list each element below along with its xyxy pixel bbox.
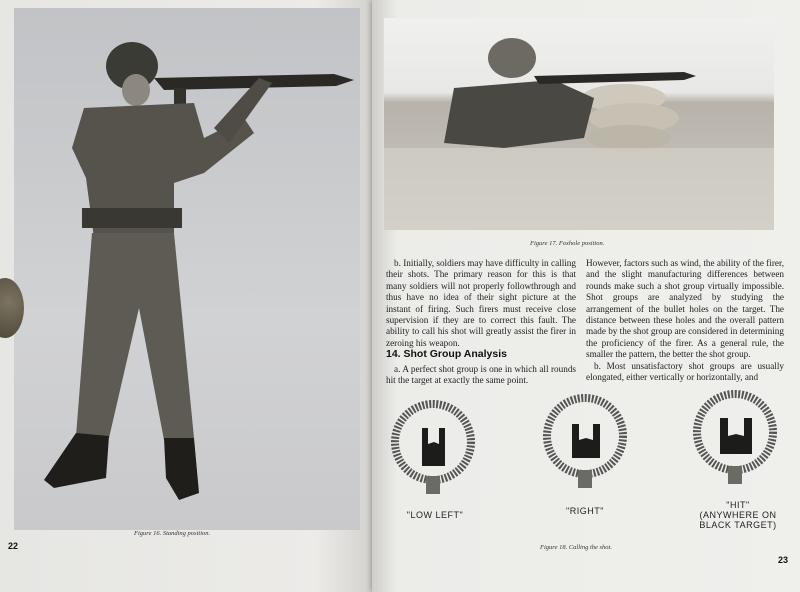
paragraph-b-unsatisfactory-groups: b. Most unsatisfactory shot groups are usually elongated, either vertically or horizontally, and [586, 360, 784, 383]
target-label-hit-sub: (ANYWHERE ON BLACK TARGET) [699, 510, 777, 530]
paragraph-a-perfect-shot-group: a. A perfect shot group is one in which all rounds hit the target at exactly the same point. [386, 364, 576, 386]
standing-soldier-illustration [14, 8, 360, 530]
paragraph-b-calling-shots: b. Initially, soldiers may have difficulty in calling their shots. The primary reason for this is that many soldiers will not properly followthrough and thus have no idea of their sight picture at the instant of firing. Such firers must receive close supervision if they are to correct this fault. The ability to call his shot will greatly assist the firer in zeroing his weapon. [386, 258, 576, 348]
right-page [372, 0, 800, 592]
target-label-low-left: "LOW LEFT" [406, 510, 464, 520]
figure-17-caption: Figure 17. Foxhole position. [530, 240, 605, 247]
target-hit [692, 388, 778, 488]
right-text-column [586, 258, 784, 383]
page-number-left: 22 [8, 541, 19, 551]
left-page [0, 0, 372, 592]
target-label-hit-main: "HIT" [726, 500, 750, 510]
figure-16-caption: Figure 16. Standing position. [134, 530, 211, 537]
section-heading-shot-group-analysis: 14. Shot Group Analysis [386, 348, 507, 360]
left-text-column [386, 258, 576, 349]
foxhole-position-photo [384, 18, 774, 230]
page-number-right: 23 [778, 555, 789, 565]
target-low-left [390, 398, 476, 498]
target-right [542, 392, 628, 492]
foxhole-soldier-illustration [384, 18, 774, 230]
target-label-right: "RIGHT" [566, 506, 604, 516]
target-label-hit [688, 500, 788, 530]
paragraph-a-container [386, 364, 576, 387]
figure-18-caption: Figure 18. Calling the shot. [540, 544, 612, 551]
standing-position-photo [14, 8, 360, 530]
paragraph-factors: However, factors such as wind, the ability of the firer, and the slight manufacturing differences between rounds make such a shot group virtually impossible. Shot groups are analyzed by studying the arrangement of the bullet holes on the target. The distance between these holes and the overall pattern made by the shot group are considered in determining the proficiency of the firer. As a general rule, the smaller the pattern, the better the shot group. [586, 258, 784, 360]
